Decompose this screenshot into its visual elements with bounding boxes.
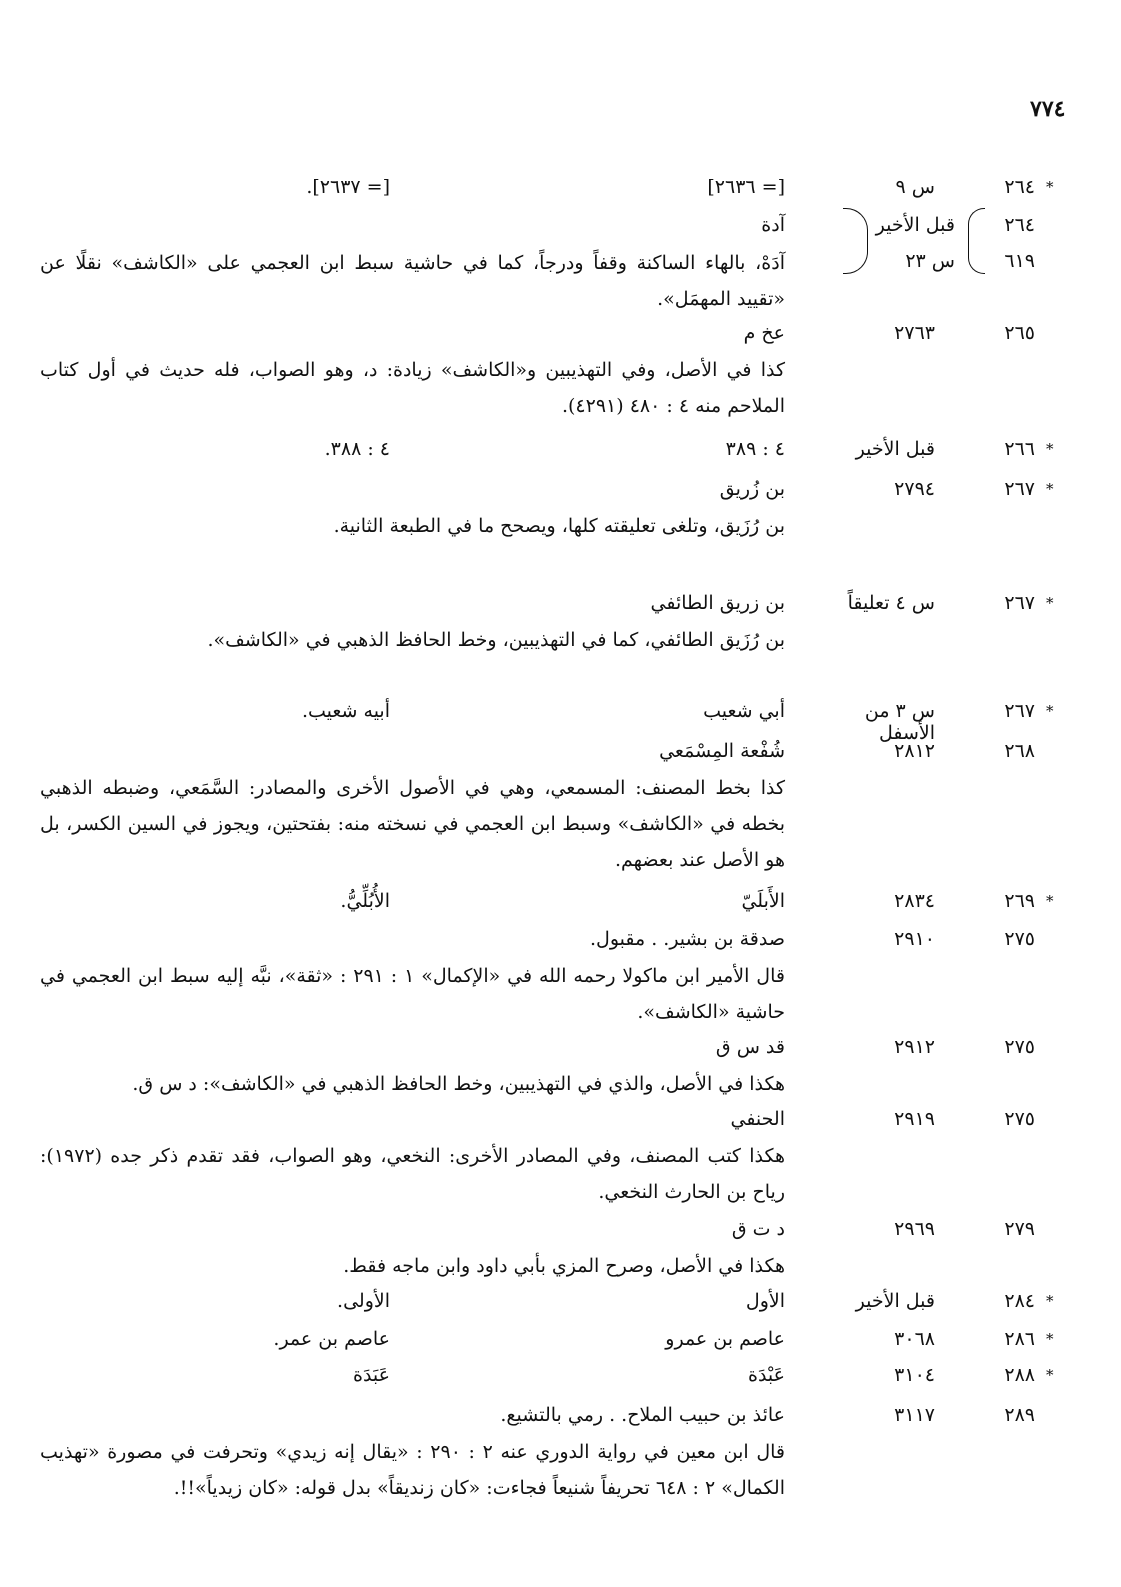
line-ref: ٢٨٣٤ — [894, 890, 935, 912]
entry-row — [0, 1108, 1121, 1140]
line-ref: ٢٩١٠ — [894, 928, 935, 950]
note-text: بن رُزَيق الطائفي، كما في التهذيبين، وخط الحافظ الذهبي في «الكاشف». — [207, 629, 785, 651]
error-text: الحنفي — [730, 1108, 785, 1130]
note-text: هكذا في الأصل، والذي في التهذيبين، وخط الحافظ الذهبي في «الكاشف»: د س ق. — [132, 1073, 785, 1095]
line-ref: س ٩ — [895, 176, 935, 198]
page-ref: ٢٨٨ — [1004, 1364, 1035, 1386]
correction-text: عاصم بن عمر. — [273, 1328, 390, 1350]
page-ref: ٢٦٧ — [1004, 478, 1035, 500]
page-ref: ٢٨٩ — [1004, 1404, 1035, 1426]
page-ref: ٢٦٧ — [1004, 700, 1035, 722]
error-text: أبي شعيب — [703, 700, 785, 722]
line-ref: قبل الأخير — [855, 438, 935, 460]
error-text: شُفْعة المِسْمَعي — [659, 740, 785, 762]
error-text: الأَبلَيّ — [741, 890, 785, 912]
page-ref: ٢٦٩ — [1004, 890, 1035, 912]
line-ref: س ٤ تعليقاً — [847, 592, 935, 614]
error-text: آدة — [761, 214, 785, 236]
page-ref: ٢٦٥ — [1004, 322, 1035, 344]
entry-row — [0, 1404, 1121, 1436]
page-ref: ٢٦٨ — [1004, 740, 1035, 762]
correction-text: الأُبُلِّيُّ. — [340, 890, 390, 912]
error-text: [= ٢٦٣٦] — [707, 176, 785, 198]
star-marker: * — [1046, 1366, 1054, 1384]
page-ref: ٢٨٦ — [1004, 1328, 1035, 1350]
entry-row — [0, 214, 1121, 246]
line-ref: ٣٠٦٨ — [894, 1328, 935, 1350]
page-ref: ٢٧٥ — [1004, 928, 1035, 950]
page-ref: ٢٦٤ — [1004, 214, 1035, 236]
page-ref: ٢٧٥ — [1004, 1036, 1035, 1058]
entry-row — [0, 700, 1121, 744]
entry-row — [0, 1364, 1121, 1396]
note-text: كذا في الأصل، وفي التهذيبين و«الكاشف» زيادة: د، وهو الصواب، فله حديث في أول كتاب الملاحم منه ٤ : ٤٨٠ (٤٢٩١). — [40, 359, 785, 417]
line-ref: ٢٧٦٣ — [894, 322, 935, 344]
correction-text: الأولى. — [337, 1290, 390, 1312]
line-ref: ٢٩١٢ — [894, 1036, 935, 1058]
error-text: د ت ق — [731, 1218, 785, 1240]
error-text: ٤ : ٣٨٩ — [725, 438, 785, 460]
entry-row — [0, 1328, 1121, 1360]
star-marker: * — [1046, 480, 1054, 498]
page-ref: ٢٧٩ — [1004, 1218, 1035, 1240]
error-text: قد س ق — [715, 1036, 785, 1058]
correction-text: أبيه شعيب. — [301, 700, 390, 722]
note-text: هكذا في الأصل، وصرح المزي بأبي داود وابن ماجه فقط. — [343, 1255, 785, 1277]
line-ref: ٢٨١٢ — [894, 740, 935, 762]
star-marker: * — [1046, 594, 1054, 612]
note-text: بن رُزَيق، وتلغى تعليقته كلها، ويصحح ما في الطبعة الثانية. — [333, 515, 785, 537]
entry-row — [0, 740, 1121, 772]
entry-row — [0, 438, 1121, 470]
error-text: بن زُريق — [719, 478, 785, 500]
entry-row — [0, 928, 1121, 960]
note-text: قال ابن معين في رواية الدوري عنه ٢ : ٢٩٠ : «يقال إنه زيدي» وتحرفت في مصورة «تهذيب الكمال» ٢ : ٦٤٨ تحريفاً شنيعاً فجاءت: «كان زنديقاً» بدل قوله: «كان زيدياً»!!. — [40, 1441, 785, 1499]
star-marker: * — [1046, 178, 1054, 196]
line-ref: ٢٩١٩ — [894, 1108, 935, 1130]
error-text: بن زريق الطائفي — [650, 592, 785, 614]
page-ref: ٢٦٦ — [1004, 438, 1035, 460]
line-ref: ٣١١٧ — [894, 1404, 935, 1426]
error-text: الأول — [745, 1290, 785, 1312]
entry-row — [0, 176, 1121, 208]
note-text: كذا بخط المصنف: المسمعي، وهي في الأصول الأخرى والمصادر: السَّمَعي، وضبطه الذهبي بخطه في «الكاشف» وسبط ابن العجمي في نسخته منه: بفتحتين، ويجوز في السين الكسر، بل هو الأصل عند بعضهم. — [40, 777, 785, 871]
line-ref: ٢٩٦٩ — [894, 1218, 935, 1240]
entry-row — [0, 478, 1121, 510]
error-text: عَبْدَة — [748, 1364, 785, 1386]
note-text: قال الأمير ابن ماكولا رحمه الله في «الإكمال» ١ : ٢٩١ : «ثقة»، نبَّه إليه سبط ابن العجمي في حاشية «الكاشف». — [40, 965, 785, 1023]
page-ref: ٢٦٤ — [1004, 176, 1035, 198]
entry-row — [0, 322, 1121, 354]
line-ref: ٢٧٩٤ — [894, 478, 935, 500]
line-ref: س ٣ من الأسفل — [864, 700, 935, 744]
entry-row — [0, 592, 1121, 624]
page-ref: ٢٧٥ — [1004, 1108, 1035, 1130]
page-number: ٧٧٤ — [1030, 96, 1066, 122]
correction-text: ٤ : ٣٨٨. — [324, 438, 390, 460]
line-ref: س ٢٣ — [905, 250, 955, 272]
entry-row — [0, 1036, 1121, 1068]
error-text: صدقة بن بشير. . مقبول. — [589, 928, 785, 950]
line-ref: قبل الأخير — [855, 1290, 935, 1312]
page-ref: ٦١٩ — [1004, 250, 1035, 272]
correction-text: عَبَدَة — [353, 1364, 390, 1386]
error-text: عائذ بن حبيب الملاح. . رمي بالتشيع. — [500, 1404, 785, 1426]
error-text: عخ م — [743, 322, 785, 344]
star-marker: * — [1046, 440, 1054, 458]
correction-text: [= ٢٦٣٧]. — [306, 176, 390, 198]
entry-row — [0, 1218, 1121, 1250]
line-ref: ٣١٠٤ — [894, 1364, 935, 1386]
error-text: عاصم بن عمرو — [665, 1328, 785, 1350]
entry-row — [0, 1290, 1121, 1322]
star-marker: * — [1046, 1330, 1054, 1348]
page-ref: ٢٦٧ — [1004, 592, 1035, 614]
star-marker: * — [1046, 1292, 1054, 1310]
page-ref: ٢٨٤ — [1004, 1290, 1035, 1312]
note-text: هكذا كتب المصنف، وفي المصادر الأخرى: النخعي، وهو الصواب، فقد تقدم ذكر جده (١٩٧٢): رياح بن الحارث النخعي. — [40, 1145, 785, 1203]
line-ref: قبل الأخير — [875, 214, 955, 236]
entry-row — [0, 890, 1121, 922]
star-marker: * — [1046, 892, 1054, 910]
note-text: آدَهْ، بالهاء الساكنة وقفاً ودرجاً، كما في حاشية سبط ابن العجمي على «الكاشف» نقلًا عن «تقييد المهمَل». — [40, 252, 785, 310]
star-marker: * — [1046, 702, 1054, 720]
